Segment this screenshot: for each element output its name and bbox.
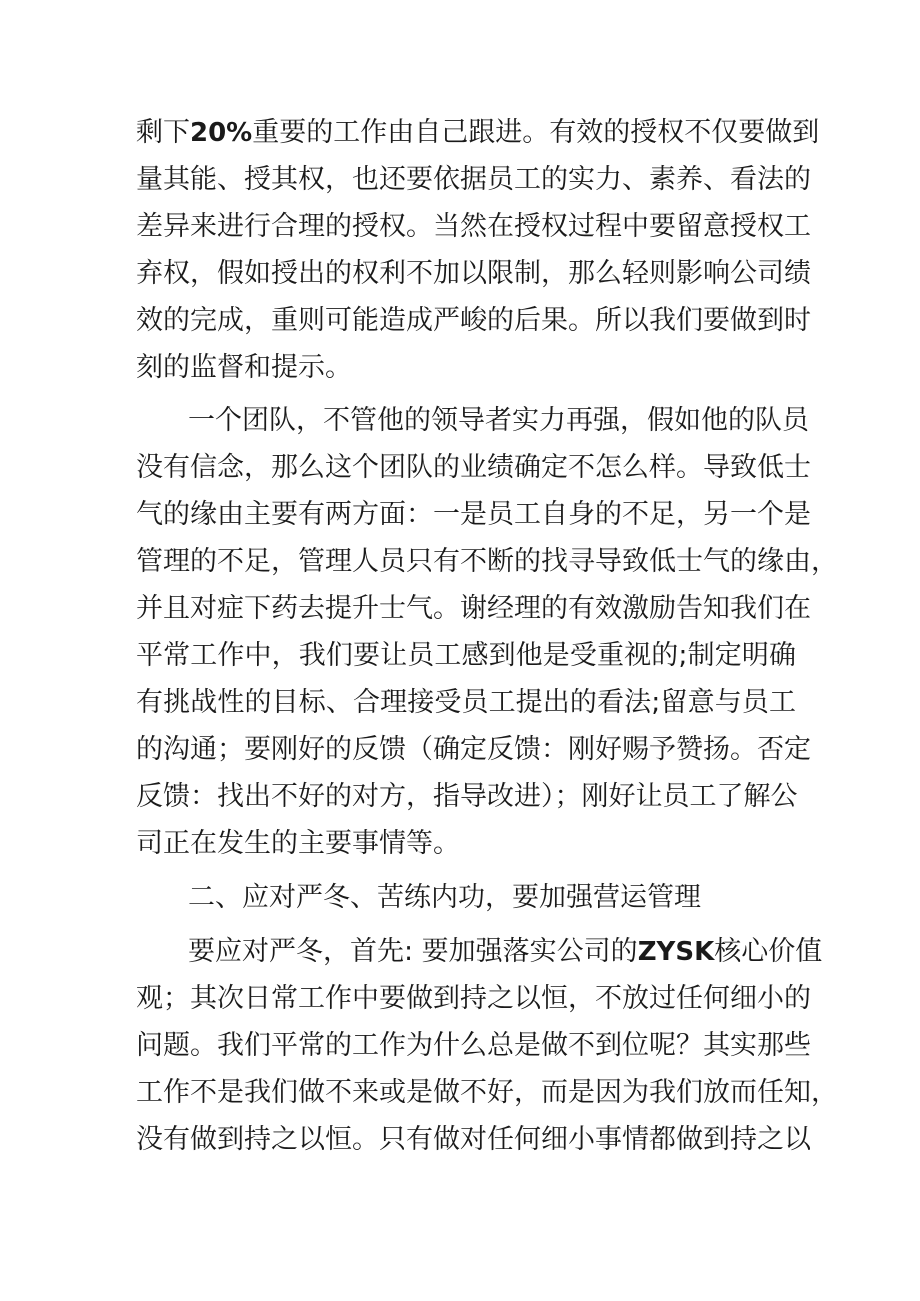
paragraph-line: 刻的监督和提示。 xyxy=(136,352,352,383)
paragraph-line: 气的缘由主要有两方面：一是员工自身的不足，另一个是 xyxy=(136,499,811,530)
paragraph-line: 的沟通；要刚好的反馈（确定反馈：刚好赐予赞扬。否定 xyxy=(136,734,811,765)
section-heading: 二、应对严冬、苦练内功，要加强营运管理 xyxy=(188,882,701,913)
paragraph-line: 反馈：找出不好的对方，指导改进）；刚好让员工了解公 xyxy=(136,781,798,812)
paragraph-line: 平常工作中，我们要让员工感到他是受重视的;制定明确 xyxy=(136,640,796,671)
paragraph-line: 效的完成，重则可能造成严峻的后果。所以我们要做到时 xyxy=(136,305,811,336)
paragraph-line: 一个团队，不管他的领导者实力再强，假如他的队员 xyxy=(188,405,809,436)
text-run: 重要的工作由自己跟进。有效的授权不仅要做到 xyxy=(252,117,820,148)
paragraph-line: 工作不是我们做不来或是做不好，而是因为我们放而任知， xyxy=(136,1077,838,1108)
paragraph-line: 没有做到持之以恒。只有做对任何细小事情都做到持之以 xyxy=(136,1124,811,1155)
paragraph-line: 没有信念，那么这个团队的业绩确定不怎么样。导致低士 xyxy=(136,452,811,483)
paragraph-line: 差异来进行合理的授权。当然在授权过程中要留意授权工 xyxy=(136,211,811,242)
paragraph-line: 观；其次日常工作中要做到持之以恒，不放过任何细小的 xyxy=(136,983,811,1014)
bold-text: ZYSK xyxy=(637,937,715,967)
paragraph-line: 并且对症下药去提升士气。谢经理的有效激励告知我们在 xyxy=(136,593,811,624)
paragraph-line: 弃权，假如授出的权利不加以限制，那么轻则影响公司绩 xyxy=(136,258,811,289)
text-run: 剩下 xyxy=(136,117,190,148)
text-run: 要应对严冬，首先: 要加强落实公司的 xyxy=(188,936,638,967)
bold-text: 20% xyxy=(190,118,253,148)
paragraph-line: 量其能、授其权，也还要依据员工的实力、素养、看法的 xyxy=(136,164,811,195)
paragraph-line: 问题。我们平常的工作为什么总是做不到位呢？其实那些 xyxy=(136,1030,811,1061)
paragraph-line: 有挑战性的目标、合理接受员工提出的看法;留意与员工 xyxy=(136,687,796,718)
paragraph-line xyxy=(136,113,820,153)
paragraph-line: 管理的不足，管理人员只有不断的找寻导致低士气的缘由， xyxy=(136,546,838,577)
paragraph-line xyxy=(188,932,823,972)
text-run: 核心价值 xyxy=(714,936,823,967)
paragraph-line: 司正在发生的主要事情等。 xyxy=(136,828,460,859)
